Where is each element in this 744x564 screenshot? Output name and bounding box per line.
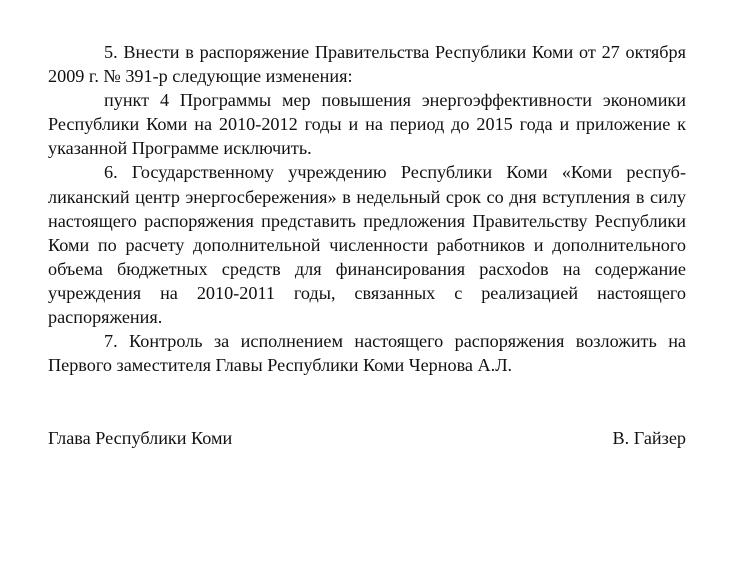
signature-name: В. Гайзер bbox=[612, 428, 686, 448]
signature-position: Глава Республики Коми bbox=[48, 428, 233, 448]
document-body bbox=[48, 40, 686, 377]
paragraph-item-5: 5. Внести в распоряжение Правительства Республики Коми от 27 октября 2009 г. № 391-р следующие изменения: bbox=[48, 42, 686, 87]
paragraph-item-7: 7. Контроль за исполнением настоящего распоряжения возложить на Первого заместителя Главы Республики Коми Чернова А.Л. bbox=[48, 331, 686, 376]
signature-block bbox=[48, 426, 686, 450]
paragraph-item-6: 6. Государственному учреждению Республики Коми «Коми республиканский центр энергосбережения» в недельный срок со дня вступления в силу настоящего распоряжения представить предложения Правительству Республики Коми по расчету дополнительной численности работников и дополнительного объема бюджетных средств для финансирования расхоdов на содержание учреждения на 2010-2011 годы, связанных с реализацией настоящего распоряжения. bbox=[48, 162, 686, 328]
paragraph-subitem-4: пункт 4 Программы мер повышения энергоэффективности экономики Республики Коми на 2010-2012 годы и на период до 2015 года и приложение к указанной Программе исключить. bbox=[48, 90, 686, 159]
